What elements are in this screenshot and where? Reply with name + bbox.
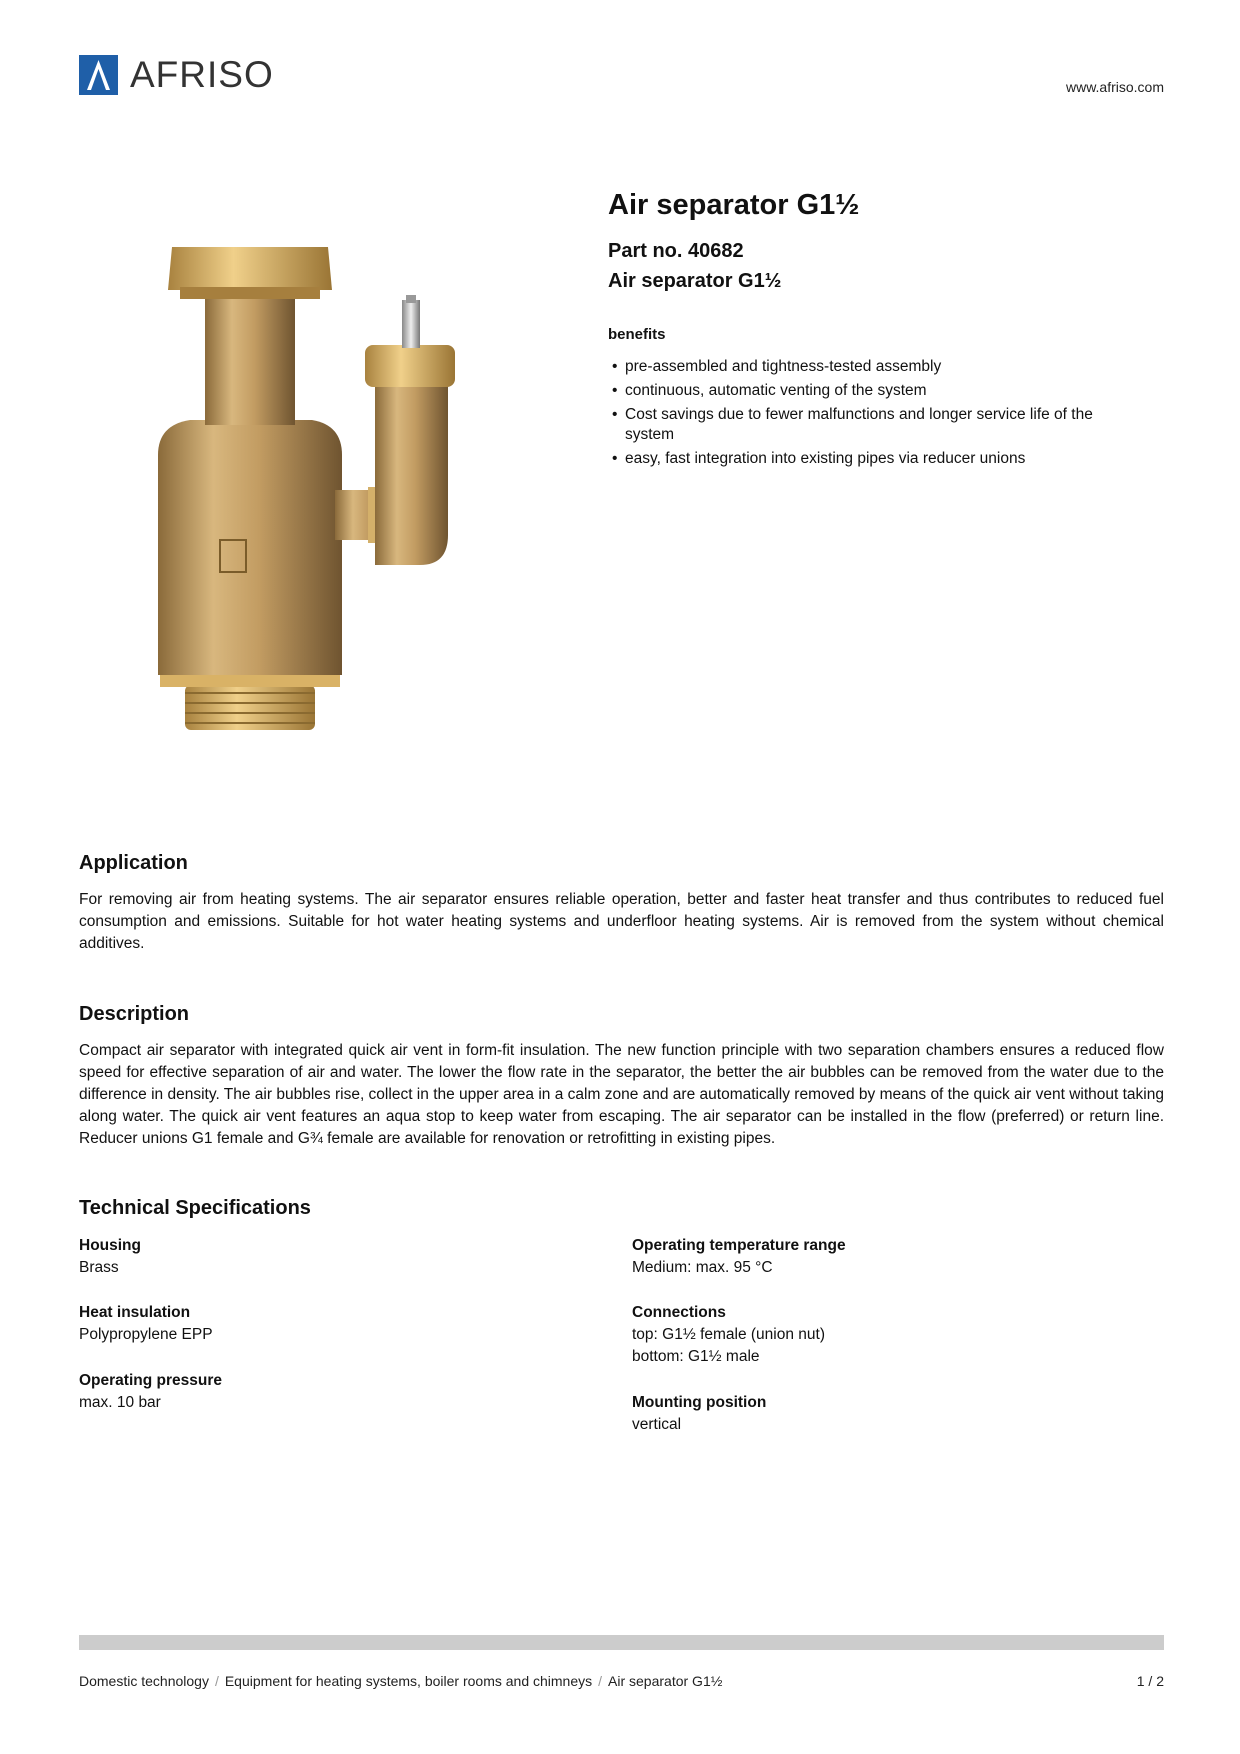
tech-specs-heading: Technical Specifications: [79, 1197, 311, 1219]
spec-value: vertical: [632, 1416, 682, 1433]
benefit-item: • pre-assembled and tightness-tested assembly: [612, 357, 1142, 377]
spec-value: bottom: G1½ male: [632, 1348, 760, 1365]
spec-value: top: G1½ female (union nut): [632, 1326, 826, 1343]
spec-value: Polypropylene EPP: [79, 1326, 213, 1343]
part-number: Part no. 40682: [608, 240, 744, 262]
spec-label: Operating temperature range: [632, 1237, 846, 1254]
description-heading: Description: [79, 1003, 190, 1025]
breadcrumb-separator: /: [214, 1673, 219, 1689]
breadcrumb-separator: /: [598, 1673, 603, 1689]
spec-heat-insulation: [79, 1302, 213, 1346]
application-heading: Application: [79, 852, 188, 874]
breadcrumb: [79, 1673, 722, 1689]
breadcrumb-item[interactable]: Equipment for heating systems, boiler rooms and chimneys: [224, 1673, 593, 1689]
benefit-item: • easy, fast integration into existing pipes via reducer unions: [612, 449, 1142, 469]
spec-label: Mounting position: [632, 1394, 767, 1411]
spec-value: Brass: [79, 1259, 119, 1276]
benefits-heading: benefits: [608, 326, 666, 343]
spec-label: Connections: [632, 1304, 726, 1321]
spec-value: Medium: max. 95 °C: [632, 1259, 773, 1276]
spec-connections: [632, 1302, 825, 1368]
product-image: [140, 225, 540, 745]
spec-operating-pressure: [79, 1370, 222, 1414]
spec-value: max. 10 bar: [79, 1394, 161, 1411]
website-link[interactable]: www.afriso.com: [1065, 79, 1164, 95]
benefit-item: • Cost savings due to fewer malfunctions and longer service life of the system: [612, 405, 1142, 445]
breadcrumb-item[interactable]: Air separator G1½: [608, 1673, 723, 1689]
footer-divider-bar: [79, 1635, 1164, 1650]
benefit-item: • continuous, automatic venting of the system: [612, 381, 1142, 401]
product-title: Air separator G1½: [608, 189, 860, 221]
logo-text: AFRISO: [130, 54, 274, 95]
application-text: For removing air from heating systems. The air separator ensures reliable operation, better and faster heat transfer and thus contributes to reduced fuel consumption and emissions. Suitable for hot water heating systems and underfloor heating systems. Air is removed from the system without chemical additives.: [79, 891, 1164, 952]
page-number: 1 / 2: [1136, 1673, 1164, 1689]
spec-operating-temperature: [632, 1235, 846, 1279]
afriso-logo-icon: [79, 55, 118, 95]
spec-mounting-position: [632, 1392, 766, 1436]
spec-label: Operating pressure: [79, 1372, 222, 1389]
product-subtitle: Air separator G1½: [608, 270, 782, 292]
spec-label: Housing: [79, 1237, 141, 1254]
description-text: Compact air separator with integrated quick air vent in form-fit insulation. The new function principle with two separation chambers ensures a reduced flow speed for effective separation of air and water. The lower the flow rate in the separator, the better the air bubbles can be removed from the water due to the difference in density. The air bubbles rise, collect in the upper area in a calm zone and are automatically removed by means of the quick air vent without taking along water. The quick air vent features an aqua stop to keep water from escaping. The air separator can be installed in the flow (preferred) or return line. Reducer unions G1 female and G¾ female are available for renovation or retrofitting in existing pipes.: [79, 1042, 1164, 1147]
spec-housing: [79, 1235, 141, 1279]
afriso-logo: [79, 55, 274, 95]
spec-label: Heat insulation: [79, 1304, 191, 1321]
breadcrumb-item[interactable]: Domestic technology: [79, 1673, 209, 1689]
benefits-list: [612, 357, 1142, 473]
